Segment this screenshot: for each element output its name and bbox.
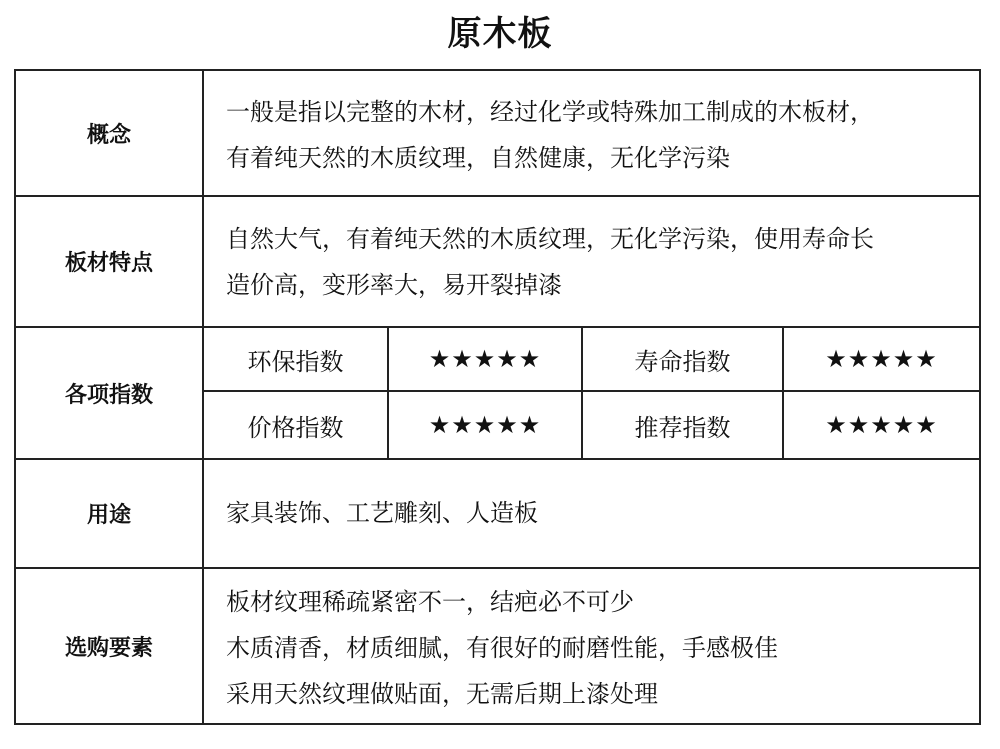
info-table xyxy=(14,69,981,725)
rating-label-eco: 环保指数 xyxy=(247,347,344,376)
rating-label-price: 价格指数 xyxy=(247,413,344,442)
row-label-ratings: 各项指数 xyxy=(64,382,153,408)
table-border-right xyxy=(979,69,981,725)
row-label-features: 板材特点 xyxy=(64,251,153,276)
rating-stars-recommend: ★★★★★ xyxy=(825,411,938,439)
row-label-usage: 用途 xyxy=(86,503,131,528)
usage-line-1: 家具装饰、工艺雕刻、人造板 xyxy=(226,499,538,527)
rating-label-recommend: 推荐指数 xyxy=(634,413,731,442)
features-line-1: 自然大气，有着纯天然的木质纹理，无化学污染，使用寿命长 xyxy=(226,225,874,253)
rating-stars-lifespan: ★★★★★ xyxy=(825,345,938,373)
concept-line-2: 有着纯天然的木质纹理，自然健康，无化学污染 xyxy=(226,144,730,172)
rating-stars-price: ★★★★★ xyxy=(428,411,542,439)
buying-line-1: 板材纹理稀疏紧密不一，结疤必不可少 xyxy=(226,588,634,616)
buying-line-2: 木质清香，材质细腻，有很好的耐磨性能，手感极佳 xyxy=(226,634,778,662)
row-label-concept: 概念 xyxy=(86,122,131,148)
page-title: 原木板 xyxy=(447,14,553,54)
buying-line-3: 采用天然纹理做贴面，无需后期上漆处理 xyxy=(226,680,658,708)
row-label-buying: 选购要素 xyxy=(64,635,153,661)
rating-stars-eco: ★★★★★ xyxy=(428,345,542,373)
features-line-2: 造价高，变形率大，易开裂掉漆 xyxy=(226,271,562,299)
concept-line-1: 一般是指以完整的木材，经过化学或特殊加工制成的木板材， xyxy=(226,98,874,126)
rating-label-lifespan: 寿命指数 xyxy=(634,347,731,376)
table-border-bottom xyxy=(14,723,981,725)
